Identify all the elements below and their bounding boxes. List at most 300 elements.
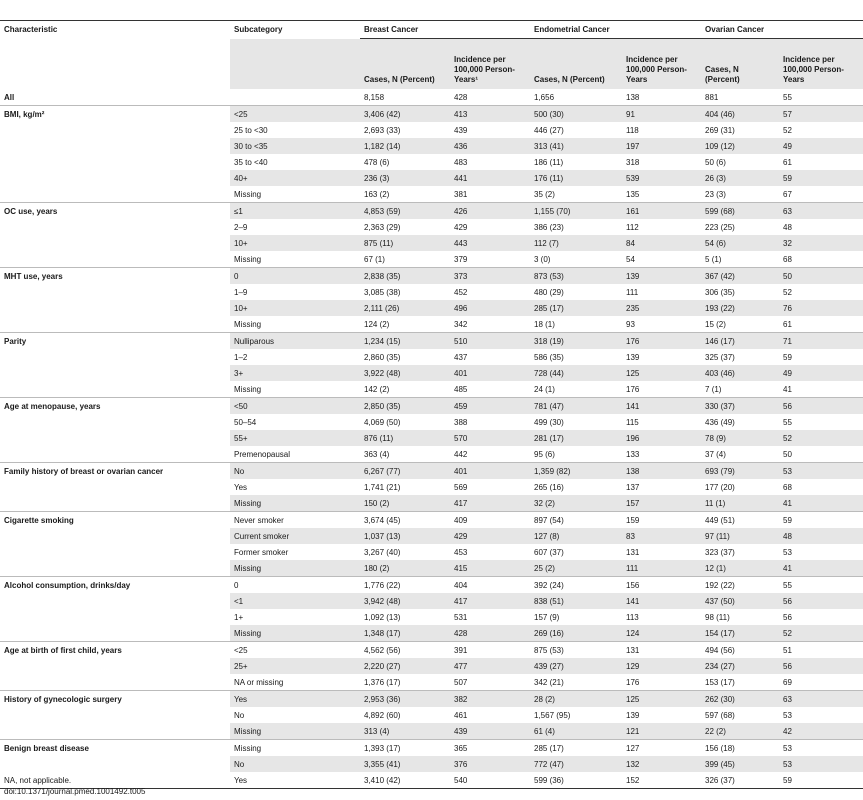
table-row [0, 756, 863, 772]
cell-breast-incidence: 483 [454, 157, 468, 167]
cell-characteristic [0, 707, 230, 723]
cell-breast-cases: 363 (4) [364, 449, 390, 459]
cell-subcategory: NA or missing [234, 677, 284, 687]
cell-ovarian-incidence: 52 [783, 125, 792, 135]
cell-ovarian-cases: 177 (20) [705, 482, 735, 492]
cell-ovarian-incidence: 67 [783, 189, 792, 199]
cell-ovarian-cases: 599 (68) [701, 203, 779, 220]
cell-ovarian-incidence: 71 [779, 333, 863, 350]
cell-breast-incidence: 507 [454, 677, 468, 687]
cell-characteristic [0, 316, 230, 333]
cell-subcategory: 3+ [230, 365, 360, 381]
table-row [0, 365, 863, 381]
cell-characteristic [0, 284, 230, 300]
table-row [0, 219, 863, 235]
cell-endometrial-cases: 285 (17) [530, 740, 622, 757]
cell-characteristic [0, 430, 230, 446]
cell-endometrial-incidence: 139 [626, 352, 640, 362]
cell-ovarian-incidence: 56 [779, 658, 863, 674]
cell-subcategory: No [230, 463, 360, 480]
cell-breast-cases: 1,234 (15) [360, 333, 450, 350]
table-body [0, 89, 863, 789]
cell-endometrial-cases: 873 (53) [530, 268, 622, 285]
header-breast-cancer: Breast Cancer [360, 20, 530, 39]
cell-endometrial-incidence: 124 [622, 625, 701, 642]
table-row [0, 122, 863, 138]
cell-subcategory: 1–9 [234, 287, 248, 297]
cell-breast-incidence: 477 [450, 658, 530, 674]
cell-characteristic: All [4, 92, 15, 102]
table-row [0, 235, 863, 251]
header-breast-incidence: Incidence per 100,000 Person-Years¹ [454, 55, 515, 84]
cell-ovarian-incidence: 56 [779, 593, 863, 609]
cell-ovarian-incidence: 50 [783, 449, 792, 459]
cell-breast-incidence: 540 [450, 772, 530, 789]
cell-subcategory: 35 to <40 [234, 157, 268, 167]
cell-subcategory: No [230, 756, 360, 772]
cell-subcategory: Yes [230, 691, 360, 708]
cell-characteristic: History of gynecologic surgery [0, 691, 230, 708]
cell-endometrial-incidence: 137 [626, 482, 640, 492]
cell-breast-cases: 1,348 (17) [360, 625, 450, 642]
cell-breast-incidence: 415 [450, 560, 530, 577]
cell-endometrial-incidence: 156 [622, 577, 701, 594]
table-row [0, 658, 863, 674]
cell-endometrial-cases: 112 (7) [530, 235, 622, 251]
cell-breast-incidence: 417 [450, 593, 530, 609]
cell-subcategory: Missing [230, 723, 360, 740]
cell-breast-cases: 1,182 (14) [360, 138, 450, 154]
cell-endometrial-cases: 265 (16) [534, 482, 564, 492]
table-row [0, 430, 863, 446]
cell-endometrial-incidence: 91 [622, 106, 701, 123]
table-row [0, 316, 863, 333]
table-row [0, 593, 863, 609]
cell-characteristic [0, 495, 230, 512]
cell-breast-cases: 478 (6) [364, 157, 390, 167]
cell-endometrial-cases: 25 (2) [530, 560, 622, 577]
cell-endometrial-incidence: 152 [622, 772, 701, 789]
cell-ovarian-incidence: 52 [783, 287, 792, 297]
cell-endometrial-cases: 838 (51) [530, 593, 622, 609]
cancer-incidence-table [0, 20, 863, 789]
cell-ovarian-cases: 192 (22) [701, 577, 779, 594]
cell-breast-cases: 3,922 (48) [360, 365, 450, 381]
cell-ovarian-incidence: 53 [779, 756, 863, 772]
cell-characteristic: Alcohol consumption, drinks/day [0, 577, 230, 594]
cell-endometrial-cases: 1,656 [534, 92, 555, 102]
cell-ovarian-cases: 12 (1) [701, 560, 779, 577]
cell-endometrial-cases: 18 (1) [534, 319, 555, 329]
header-blank [0, 39, 230, 90]
cell-breast-incidence: 428 [450, 625, 530, 642]
cell-endometrial-cases: 480 (29) [534, 287, 564, 297]
cell-breast-incidence: 437 [454, 352, 468, 362]
cell-breast-incidence: 453 [454, 547, 468, 557]
table-top-rule [0, 0, 863, 21]
cell-ovarian-incidence: 59 [779, 512, 863, 529]
cell-endometrial-cases: 24 (1) [534, 384, 555, 394]
cell-characteristic [0, 154, 230, 170]
cell-breast-incidence: 409 [450, 512, 530, 529]
cell-endometrial-incidence: 235 [622, 300, 701, 316]
cell-ovarian-incidence: 41 [779, 495, 863, 512]
cell-ovarian-incidence: 63 [779, 203, 863, 220]
cell-breast-cases: 313 (4) [360, 723, 450, 740]
cell-breast-incidence: 461 [454, 710, 468, 720]
cell-breast-incidence: 429 [454, 222, 468, 232]
cell-endometrial-incidence: 135 [626, 189, 640, 199]
header-breast-cases: Cases, N (Percent) [364, 75, 435, 84]
table-row [0, 106, 863, 123]
cell-characteristic: Cigarette smoking [0, 512, 230, 529]
cell-ovarian-incidence: 59 [779, 170, 863, 186]
table-row [0, 349, 863, 365]
table-row [0, 414, 863, 430]
cell-breast-incidence: 459 [450, 398, 530, 415]
cell-breast-cases: 150 (2) [360, 495, 450, 512]
table-row [0, 268, 863, 285]
cell-subcategory: Current smoker [230, 528, 360, 544]
cell-endometrial-cases: 269 (16) [530, 625, 622, 642]
cell-endometrial-incidence: 84 [622, 235, 701, 251]
cell-endometrial-incidence: 113 [626, 612, 639, 622]
cell-breast-incidence: 441 [450, 170, 530, 186]
cell-endometrial-incidence: 115 [626, 417, 639, 427]
cell-ovarian-incidence: 63 [779, 691, 863, 708]
cell-ovarian-cases: 78 (9) [701, 430, 779, 446]
cell-ovarian-incidence: 56 [783, 612, 792, 622]
table-row [0, 203, 863, 220]
cell-ovarian-cases: 449 (51) [701, 512, 779, 529]
cell-ovarian-cases: 399 (45) [701, 756, 779, 772]
cell-breast-incidence: 439 [454, 125, 468, 135]
cell-breast-cases: 180 (2) [360, 560, 450, 577]
header-ovarian-cases: Cases, N (Percent) [705, 65, 740, 84]
cell-ovarian-cases: 269 (31) [705, 125, 735, 135]
cell-breast-incidence: 428 [454, 92, 468, 102]
cell-endometrial-incidence: 111 [626, 287, 639, 297]
cell-endometrial-cases: 728 (44) [530, 365, 622, 381]
cell-ovarian-cases: 326 (37) [701, 772, 779, 789]
cell-subcategory: Never smoker [230, 512, 360, 529]
cell-ovarian-incidence: 55 [779, 577, 863, 594]
cell-subcategory: Nulliparous [230, 333, 360, 350]
cell-endometrial-cases: 28 (2) [530, 691, 622, 708]
cell-ovarian-cases: 330 (37) [701, 398, 779, 415]
cell-characteristic [0, 170, 230, 186]
header-endometrial-cancer: Endometrial Cancer [530, 20, 701, 39]
cell-subcategory: 40+ [230, 170, 360, 186]
cell-endometrial-incidence: 129 [622, 658, 701, 674]
cell-breast-cases: 1,037 (13) [360, 528, 450, 544]
cell-subcategory: Missing [230, 740, 360, 757]
cell-ovarian-incidence: 53 [783, 710, 792, 720]
cell-breast-cases: 2,953 (36) [360, 691, 450, 708]
cell-subcategory: 50–54 [234, 417, 257, 427]
table-row [0, 544, 863, 560]
cell-endometrial-incidence: 93 [626, 319, 635, 329]
cell-characteristic [0, 235, 230, 251]
cell-breast-incidence: 381 [454, 189, 468, 199]
cell-ovarian-incidence: 57 [779, 106, 863, 123]
cell-subcategory: 30 to <35 [230, 138, 360, 154]
cell-ovarian-cases: 403 (46) [701, 365, 779, 381]
table-row [0, 528, 863, 544]
cell-subcategory: 10+ [230, 235, 360, 251]
cell-ovarian-incidence: 48 [779, 528, 863, 544]
cell-endometrial-cases: 285 (17) [530, 300, 622, 316]
header-ovarian-cancer: Ovarian Cancer [701, 20, 863, 39]
cell-ovarian-incidence: 53 [783, 547, 792, 557]
cell-characteristic [0, 446, 230, 463]
cell-subcategory: 0 [230, 577, 360, 594]
cell-endometrial-cases: 500 (30) [530, 106, 622, 123]
cell-endometrial-cases: 439 (27) [530, 658, 622, 674]
cell-subcategory: ≤1 [230, 203, 360, 220]
cell-breast-cases: 2,860 (35) [364, 352, 401, 362]
cell-ovarian-cases: 367 (42) [701, 268, 779, 285]
cell-ovarian-incidence: 76 [779, 300, 863, 316]
header-endometrial-incidence: Incidence per 100,000 Person-Years [626, 55, 687, 84]
table-row [0, 740, 863, 757]
cell-breast-cases: 4,562 (56) [360, 642, 450, 659]
cell-endometrial-cases: 1,567 (95) [534, 710, 571, 720]
cell-breast-incidence: 531 [454, 612, 468, 622]
cell-breast-incidence: 442 [454, 449, 468, 459]
cell-ovarian-incidence: 68 [783, 482, 792, 492]
cell-endometrial-cases: 607 (37) [534, 547, 564, 557]
cell-subcategory: Premenopausal [234, 449, 291, 459]
cell-ovarian-incidence: 69 [783, 677, 792, 687]
cell-characteristic: Benign breast disease [0, 740, 230, 757]
cell-endometrial-cases: 32 (2) [530, 495, 622, 512]
cell-endometrial-incidence: 176 [626, 384, 640, 394]
cell-ovarian-cases: 22 (2) [701, 723, 779, 740]
cell-subcategory: 1–2 [234, 352, 248, 362]
cell-subcategory: Missing [234, 384, 262, 394]
cell-ovarian-cases: 98 (11) [705, 612, 730, 622]
cell-ovarian-cases: 15 (2) [705, 319, 726, 329]
cell-breast-cases: 875 (11) [360, 235, 450, 251]
cell-endometrial-incidence: 112 [626, 222, 639, 232]
table-row [0, 446, 863, 463]
cell-endometrial-incidence: 138 [626, 92, 640, 102]
cell-breast-cases: 3,355 (41) [360, 756, 450, 772]
cell-ovarian-incidence: 51 [779, 642, 863, 659]
cell-subcategory: 1+ [234, 612, 244, 622]
cell-endometrial-cases: 772 (47) [530, 756, 622, 772]
cell-characteristic: Family history of breast or ovarian cancer [0, 463, 230, 480]
cell-endometrial-incidence: 133 [626, 449, 640, 459]
cell-ovarian-incidence: 49 [779, 138, 863, 154]
table-row [0, 707, 863, 723]
cell-breast-incidence: 496 [450, 300, 530, 316]
table-row [0, 479, 863, 495]
cell-endometrial-cases: 95 (6) [534, 449, 555, 459]
cell-ovarian-incidence: 53 [779, 740, 863, 757]
cell-endometrial-incidence: 125 [622, 365, 701, 381]
cell-ovarian-cases: 50 (6) [705, 157, 726, 167]
cell-endometrial-cases: 318 (19) [530, 333, 622, 350]
cell-breast-cases: 1,776 (22) [360, 577, 450, 594]
cell-endometrial-cases: 586 (35) [534, 352, 564, 362]
cell-endometrial-incidence: 159 [622, 512, 701, 529]
cell-endometrial-cases: 781 (47) [530, 398, 622, 415]
cell-characteristic [0, 414, 230, 430]
cell-ovarian-incidence: 55 [783, 417, 792, 427]
table-row [0, 495, 863, 512]
cell-subcategory: Missing [234, 189, 262, 199]
cell-endometrial-cases: 499 (30) [534, 417, 564, 427]
cell-breast-cases: 3,674 (45) [360, 512, 450, 529]
table-row [0, 284, 863, 300]
cell-ovarian-cases: 597 (68) [705, 710, 735, 720]
cell-ovarian-cases: 97 (11) [701, 528, 779, 544]
cell-breast-incidence: 443 [450, 235, 530, 251]
cell-ovarian-incidence: 49 [779, 365, 863, 381]
cell-ovarian-cases: 54 (6) [701, 235, 779, 251]
cell-characteristic [0, 674, 230, 691]
cell-endometrial-cases: 342 (21) [534, 677, 564, 687]
cell-subcategory: 25 to <30 [234, 125, 268, 135]
cell-subcategory: Missing [230, 495, 360, 512]
cell-breast-cases: 4,069 (50) [364, 417, 401, 427]
cell-characteristic [0, 723, 230, 740]
cell-ovarian-incidence: 42 [779, 723, 863, 740]
cell-ovarian-cases: 436 (49) [705, 417, 735, 427]
cell-endometrial-incidence: 54 [626, 254, 635, 264]
cell-ovarian-cases: 156 (18) [701, 740, 779, 757]
cell-endometrial-incidence: 127 [622, 740, 701, 757]
cell-characteristic: BMI, kg/m² [0, 106, 230, 123]
cell-ovarian-cases: 109 (12) [701, 138, 779, 154]
table-row [0, 609, 863, 625]
header-endometrial-cases: Cases, N (Percent) [534, 75, 605, 84]
cell-breast-incidence: 439 [450, 723, 530, 740]
cell-endometrial-incidence: 131 [622, 642, 701, 659]
footnote-doi: doi:10.1371/journal.pmed.1001492.t005 [4, 787, 146, 796]
cell-subcategory: Missing [230, 560, 360, 577]
cell-breast-incidence: 429 [450, 528, 530, 544]
cell-ovarian-incidence: 61 [783, 157, 792, 167]
cell-subcategory: 10+ [230, 300, 360, 316]
cell-ovarian-incidence: 41 [779, 560, 863, 577]
cell-ovarian-cases: 193 (22) [701, 300, 779, 316]
table-row [0, 674, 863, 691]
table-row [0, 642, 863, 659]
cell-endometrial-cases: 1,155 (70) [530, 203, 622, 220]
cell-endometrial-cases: 313 (41) [530, 138, 622, 154]
cell-endometrial-incidence: 176 [622, 333, 701, 350]
cell-breast-cases: 4,853 (59) [360, 203, 450, 220]
cell-breast-cases: 142 (2) [364, 384, 390, 394]
cell-ovarian-cases: 223 (25) [705, 222, 735, 232]
cell-breast-incidence: 569 [454, 482, 468, 492]
cell-endometrial-cases: 127 (8) [530, 528, 622, 544]
cell-ovarian-cases: 693 (79) [701, 463, 779, 480]
cell-ovarian-cases: 7 (1) [705, 384, 722, 394]
cell-breast-cases: 2,111 (26) [360, 300, 450, 316]
cell-subcategory: No [234, 710, 245, 720]
cell-breast-cases: 2,693 (33) [364, 125, 401, 135]
cell-endometrial-cases: 386 (23) [534, 222, 564, 232]
cell-endometrial-incidence: 131 [626, 547, 640, 557]
footnote-abbreviation: NA, not applicable. [4, 776, 72, 785]
table-row [0, 381, 863, 398]
table-row [0, 89, 863, 106]
table-row [0, 300, 863, 316]
cell-ovarian-cases: 37 (4) [705, 449, 726, 459]
cell-endometrial-incidence: 83 [622, 528, 701, 544]
table-row [0, 138, 863, 154]
cell-characteristic [0, 625, 230, 642]
cell-ovarian-incidence: 52 [779, 430, 863, 446]
cell-ovarian-cases: 437 (50) [701, 593, 779, 609]
cell-breast-cases: 124 (2) [364, 319, 390, 329]
cell-ovarian-incidence: 55 [783, 92, 792, 102]
header-subcategory: Subcategory [234, 24, 283, 34]
cell-endometrial-incidence: 118 [626, 125, 639, 135]
cell-endometrial-cases: 897 (54) [530, 512, 622, 529]
cell-breast-cases: 2,220 (27) [360, 658, 450, 674]
cell-ovarian-cases: 494 (56) [701, 642, 779, 659]
cell-ovarian-cases: 26 (3) [701, 170, 779, 186]
cell-ovarian-incidence: 56 [779, 398, 863, 415]
cell-subcategory: Former smoker [234, 547, 289, 557]
cell-endometrial-cases: 176 (11) [530, 170, 622, 186]
cell-characteristic: MHT use, years [0, 268, 230, 285]
table-row [0, 560, 863, 577]
cell-breast-incidence: 426 [450, 203, 530, 220]
cell-breast-cases: 3,410 (42) [360, 772, 450, 789]
cell-subcategory: Yes [234, 482, 248, 492]
cell-breast-incidence: 376 [450, 756, 530, 772]
cell-endometrial-incidence: 141 [622, 398, 701, 415]
cell-ovarian-cases: 262 (30) [701, 691, 779, 708]
cell-characteristic [0, 365, 230, 381]
table-row [0, 186, 863, 203]
cell-breast-cases: 4,892 (60) [364, 710, 401, 720]
cell-characteristic [0, 544, 230, 560]
cell-breast-incidence: 401 [450, 463, 530, 480]
cell-breast-cases: 67 (1) [364, 254, 385, 264]
cell-endometrial-incidence: 161 [622, 203, 701, 220]
cell-breast-cases: 3,267 (40) [364, 547, 401, 557]
cell-characteristic [0, 560, 230, 577]
header-blank [230, 39, 360, 90]
header-characteristic: Characteristic [4, 24, 58, 34]
cell-subcategory: Missing [234, 254, 262, 264]
cell-ovarian-incidence: 48 [783, 222, 792, 232]
cell-endometrial-incidence: 121 [622, 723, 701, 740]
cell-endometrial-incidence: 196 [622, 430, 701, 446]
cell-endometrial-incidence: 197 [622, 138, 701, 154]
cell-ovarian-cases: 5 (1) [705, 254, 722, 264]
cell-characteristic [0, 381, 230, 398]
cell-breast-incidence: 404 [450, 577, 530, 594]
cell-subcategory: 55+ [230, 430, 360, 446]
cell-subcategory: <50 [230, 398, 360, 415]
cell-endometrial-incidence: 157 [622, 495, 701, 512]
cell-endometrial-incidence: 125 [622, 691, 701, 708]
cell-endometrial-cases: 157 (9) [534, 612, 560, 622]
cell-breast-cases: 3,942 (48) [360, 593, 450, 609]
cell-breast-incidence: 388 [454, 417, 468, 427]
cell-characteristic: Age at menopause, years [0, 398, 230, 415]
cell-characteristic: Age at birth of first child, years [0, 642, 230, 659]
cell-breast-incidence: 373 [450, 268, 530, 285]
